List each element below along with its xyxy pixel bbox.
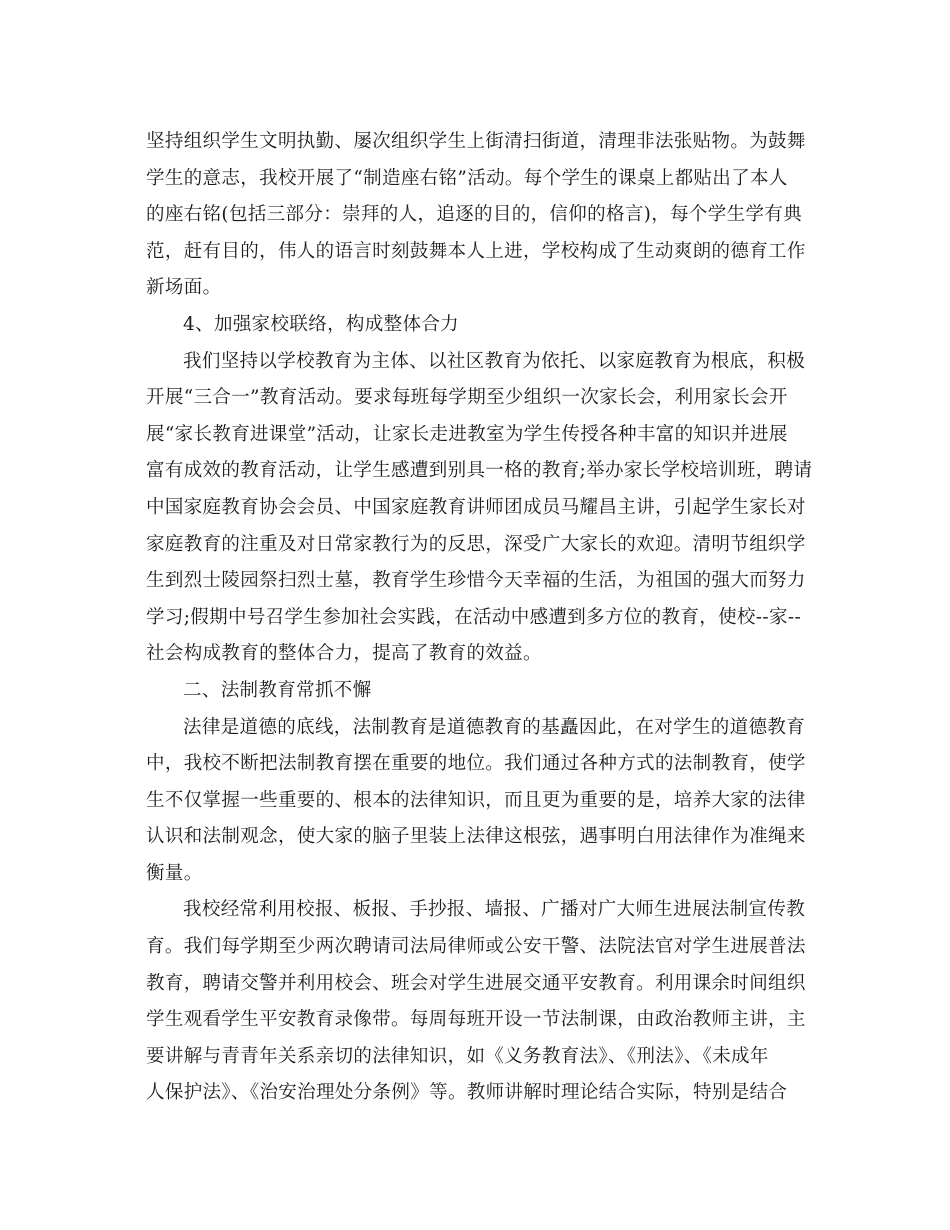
text-line: 中国家庭教育协会会员、中国家庭教育讲师团成员马耀昌主讲，引起学生家长对 <box>146 496 806 518</box>
text-line: 教育，聘请交警并利用校会、班会对学生进展交通平安教育。利用课余时间组织 <box>146 972 806 994</box>
text-line: 富有成效的教育活动，让学生感遭到别具一格的教育;举办家长学校培训班，聘请 <box>146 460 813 482</box>
text-line: 新场面。 <box>146 277 222 299</box>
text-line: 要讲解与青青年关系亲切的法律知识，如《义务教育法》、《刑法》、《未成年 <box>146 1045 769 1067</box>
text-line: 中，我校不断把法制教育摆在重要的地位。我们通过各种方式的法制教育，使学 <box>146 753 806 775</box>
text-line: 的座右铭(包括三部分：崇拜的人，追逐的目的，信仰的格言)，每个学生学有典 <box>146 204 803 226</box>
text-line: 范，赶有目的，伟人的语言时刻鼓舞本人上进，学校构成了生动爽朗的德育工作 <box>146 240 806 262</box>
text-line: 坚持组织学生文明执勤、屡次组织学生上街清扫街道，清理非法张贴物。为鼓舞 <box>146 131 806 152</box>
text-line: 4、加强家校联络，构成整体合力 <box>183 313 460 335</box>
text-line: 学生观看学生平安教育录像带。每周每班开设一节法制课，由政治教师主讲，主 <box>146 1009 806 1031</box>
text-line: 家庭教育的注重及对日常家教行为的反思，深受广大家长的欢迎。清明节组织学 <box>146 533 806 555</box>
text-line: 法律是道德的底线，法制教育是道德教育的基矗因此，在对学生的道德教育 <box>183 716 806 738</box>
text-line: 二、法制教育常抓不懈 <box>183 679 372 701</box>
text-line: 展“家长教育进课堂”活动，让家长走进教室为学生传授各种丰富的知识并进展 <box>146 423 788 445</box>
text-line: 衡量。 <box>146 862 203 884</box>
text-line: 学习;假期中号召学生参加社会实践，在活动中感遭到多方位的教育，使校--家-- <box>146 606 802 628</box>
text-line: 社会构成教育的整体合力，提高了教育的效益。 <box>146 643 542 665</box>
text-line: 开展“三合一”教育活动。要求每班每学期至少组织一次家长会，利用家长会开 <box>146 387 788 409</box>
text-line: 生到烈士陵园祭扫烈士墓，教育学生珍惜今天幸福的生活，为祖国的强大而努力 <box>146 570 806 592</box>
text-line: 我校经常利用校报、板报、手抄报、墙报、广播对广大师生进展法制宣传教 <box>183 899 806 921</box>
text-line: 生不仅掌握一些重要的、根本的法律知识，而且更为重要的是，培养大家的法律 <box>146 789 806 811</box>
text-line: 认识和法制观念，使大家的脑子里装上法律这根弦，遇事明白用法律作为准绳来 <box>146 826 806 848</box>
text-line: 我们坚持以学校教育为主体、以社区教育为依托、以家庭教育为根底，积极 <box>183 350 806 372</box>
text-line: 学生的意志，我校开展了“制造座右铭”活动。每个学生的课桌上都贴出了本人 <box>146 167 788 189</box>
body-text <box>146 124 813 1112</box>
text-line: 人保护法》、《治安治理处分条例》等。教师讲解时理论结合实际，特别是结合 <box>146 1082 788 1104</box>
text-line: 育。我们每学期至少两次聘请司法局律师或公安干警、法院法官对学生进展普法 <box>146 936 806 958</box>
